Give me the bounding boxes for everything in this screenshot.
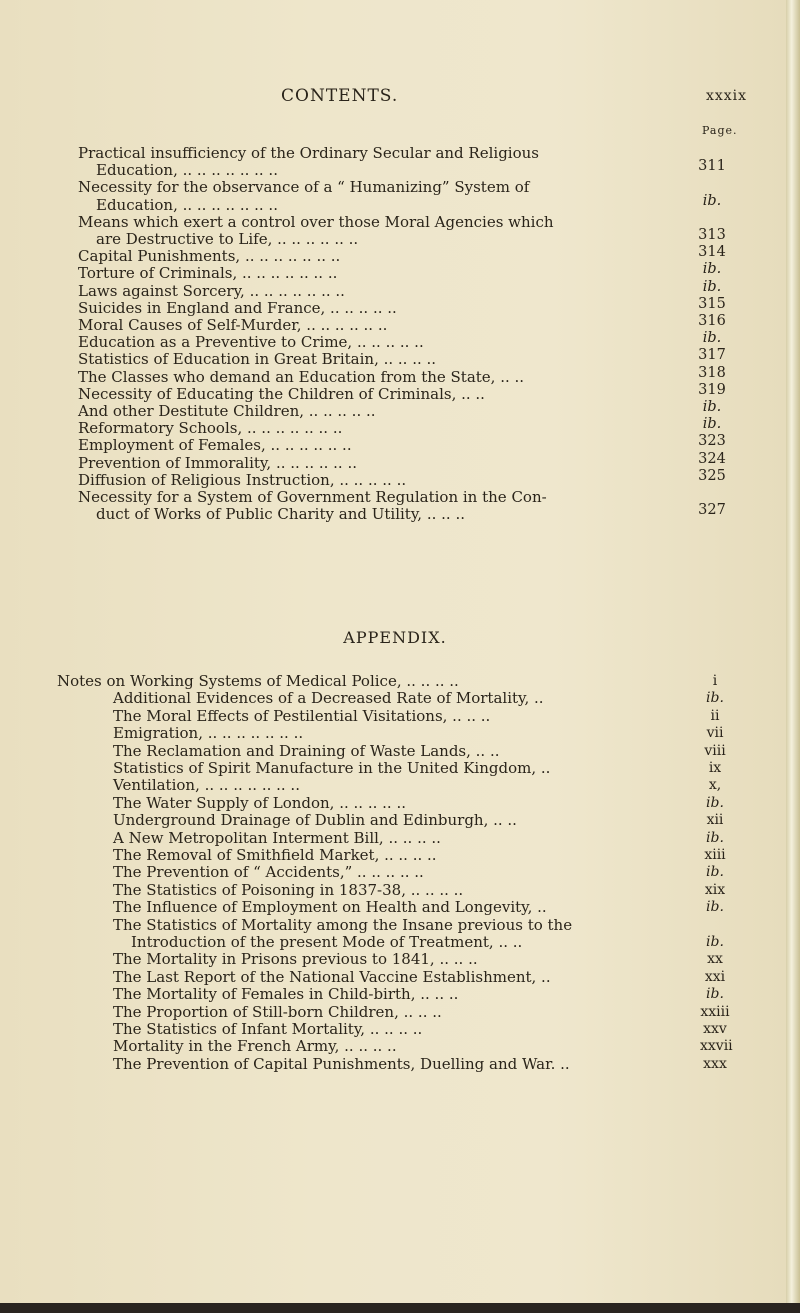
contents-entry-line: Practical insufficiency of the Ordinary Secular and Religious (78, 144, 539, 162)
contents-entry-line: The Classes who demand an Education from the State, .. .. (78, 367, 525, 386)
appendix-entry-line: The Reclamation and Draining of Waste Lands, .. .. (113, 741, 500, 760)
contents-entry-line: Capital Punishments, .. .. .. .. .. .. .. (78, 247, 341, 266)
appendix-page-number: xxi (704, 968, 726, 985)
page-edge (786, 0, 800, 1313)
appendix-page-number: ib. (706, 986, 724, 1003)
header-page-number: xxxix (706, 88, 748, 104)
appendix-page-number: xiii (704, 847, 726, 863)
contents-entry-line: And other Destitute Children, .. .. .. .. .. (78, 402, 376, 420)
appendix-page-number: xxx (703, 1055, 727, 1072)
contents-entry-line: Reformatory Schools, .. .. .. .. .. .. .. (78, 419, 343, 438)
contents-entry-line: Laws against Sorcery, .. .. .. .. .. .. .. (78, 281, 345, 300)
appendix-page-number: vii (706, 725, 724, 742)
appendix-entry-line: The Statistics of Mortality among the Insane previous to the (113, 915, 573, 934)
appendix-entry-line: Notes on Working Systems of Medical Police, .. .. .. .. (57, 672, 459, 690)
contents-entry-line: Moral Causes of Self-Murder, .. .. .. .. .. .. (78, 316, 388, 334)
contents-page-number: ib. (702, 399, 722, 415)
contents-entry-line: Employment of Females, .. .. .. .. .. .. (78, 436, 352, 455)
appendix-page-number: xxv (703, 1021, 727, 1037)
contents-entry-line: Prevention of Immorality, .. .. .. .. .. .. (78, 453, 358, 472)
contents-entry-line: Necessity for a System of Government Regulation in the Con- (78, 488, 547, 506)
contents-page-number: ib. (702, 278, 722, 295)
appendix-entry-line: Statistics of Spirit Manufacture in the United Kingdom, .. (113, 759, 551, 777)
appendix-title: APPENDIX. (343, 628, 447, 647)
appendix-page-number: x, (708, 777, 722, 794)
contents-page-number: 311 (698, 158, 726, 175)
appendix-page-number: viii (704, 742, 726, 759)
contents-page-number: 314 (698, 244, 726, 261)
contents-entry-line: Statistics of Education in Great Britain, .. .. .. .. (78, 350, 437, 369)
appendix-entry-line: The Prevention of “ Accidents,” .. .. .. .. .. (113, 863, 424, 882)
appendix-entry-line: The Prevention of Capital Punishments, Duelling and War. .. (113, 1054, 570, 1073)
appendix-page-number: xii (706, 812, 724, 829)
contents-entry-line: Means which exert a control over those Moral Agencies which (78, 212, 554, 231)
contents-page-number: 315 (698, 295, 726, 312)
appendix-entry-line: The Mortality of Females in Child-birth, .. .. .. (113, 985, 459, 1004)
appendix-page-number: xxvii (700, 1038, 733, 1055)
appendix-page-number: ib. (706, 794, 724, 811)
contents-entry-line: Suicides in England and France, .. .. .. .. .. (78, 298, 397, 317)
appendix-entry-line: The Influence of Employment on Health and Longevity, .. (113, 898, 547, 917)
appendix-entry-line: The Moral Effects of Pestilential Visitations, .. .. .. (113, 706, 491, 725)
appendix-page-number: ib. (706, 934, 724, 950)
contents-page-number: ib. (702, 330, 722, 347)
contents-page-number: 313 (698, 227, 726, 243)
contents-entry-line: Necessity for the observance of a “ Humanizing” System of (78, 178, 530, 197)
contents-entry-line: Diffusion of Religious Instruction, .. .. .. .. .. (78, 470, 407, 489)
appendix-page-number: ib. (706, 829, 724, 846)
appendix-entry-line: The Statistics of Infant Mortality, .. .. .. .. (113, 1020, 423, 1038)
contents-entry-line: Torture of Criminals, .. .. .. .. .. .. .. (78, 264, 338, 283)
appendix-entry-line: The Last Report of the National Vaccine Establishment, .. (113, 967, 551, 986)
running-header (0, 86, 790, 110)
appendix-entry-line: The Statistics of Poisoning in 1837-38, .. .. .. .. (113, 880, 464, 899)
appendix-page-number: ix (708, 760, 722, 776)
contents-entry-line: Education as a Preventive to Crime, .. .. .. .. .. (78, 333, 424, 352)
appendix-entry-line: Ventilation, .. .. .. .. .. .. .. (113, 776, 300, 795)
appendix-page-number: xxiii (700, 1003, 730, 1020)
contents-page-number: 318 (698, 364, 726, 381)
appendix-page-number: xix (704, 881, 726, 898)
contents-entry-line: Necessity of Educating the Children of Criminals, .. .. (78, 384, 485, 403)
contents-entry-line: Education, .. .. .. .. .. .. .. (96, 161, 278, 180)
appendix-entry-line: The Mortality in Prisons previous to 1841, .. .. .. (113, 950, 478, 969)
contents-page-number: ib. (702, 261, 722, 278)
contents-entry-line: duct of Works of Public Charity and Utility, .. .. .. (96, 505, 465, 524)
contents-page-number: 316 (698, 313, 726, 329)
contents-page-number: 325 (698, 467, 726, 484)
appendix-page-number: ib. (706, 690, 724, 707)
appendix-entry-line: The Proportion of Still-born Children, .. .. .. (113, 1002, 442, 1021)
appendix-entry-line: Mortality in the French Army, .. .. .. .. (113, 1037, 397, 1056)
appendix-entry-line: Additional Evidences of a Decreased Rate of Mortality, .. (113, 689, 544, 708)
header-title: CONTENTS. (281, 86, 399, 106)
contents-page-number: 317 (698, 347, 726, 364)
contents-entry-line: Education, .. .. .. .. .. .. .. (96, 195, 278, 214)
appendix-page-number: ib. (706, 899, 724, 916)
contents-page-number: 324 (698, 450, 726, 467)
page-column-label: Page. (702, 124, 738, 137)
appendix-page-number: i (712, 673, 718, 689)
contents-page-number: 327 (698, 502, 726, 519)
appendix-entry-line: The Water Supply of London, .. .. .. .. .. (113, 793, 406, 812)
appendix-entry-line: Introduction of the present Mode of Treatment, .. .. (131, 933, 523, 951)
appendix-page-number: xx (707, 951, 723, 968)
appendix-entry-line: Underground Drainage of Dublin and Edinburgh, .. .. (113, 811, 517, 830)
appendix-entry-line: The Removal of Smithfield Market, .. .. .. .. (113, 846, 437, 864)
scan-bottom-border (0, 1303, 800, 1313)
contents-page-number: ib. (702, 192, 722, 209)
appendix-entry-line: A New Metropolitan Interment Bill, .. .. .. .. (113, 828, 441, 847)
contents-entry-line: are Destructive to Life, .. .. .. .. .. .. (96, 230, 359, 248)
contents-page-number: 323 (698, 433, 726, 450)
appendix-page-number: ib. (706, 864, 724, 881)
appendix-page-number: ii (710, 707, 720, 724)
contents-page-number: ib. (702, 416, 722, 433)
contents-page-number: 319 (698, 381, 726, 398)
appendix-entry-line: Emigration, .. .. .. .. .. .. .. (113, 724, 304, 743)
